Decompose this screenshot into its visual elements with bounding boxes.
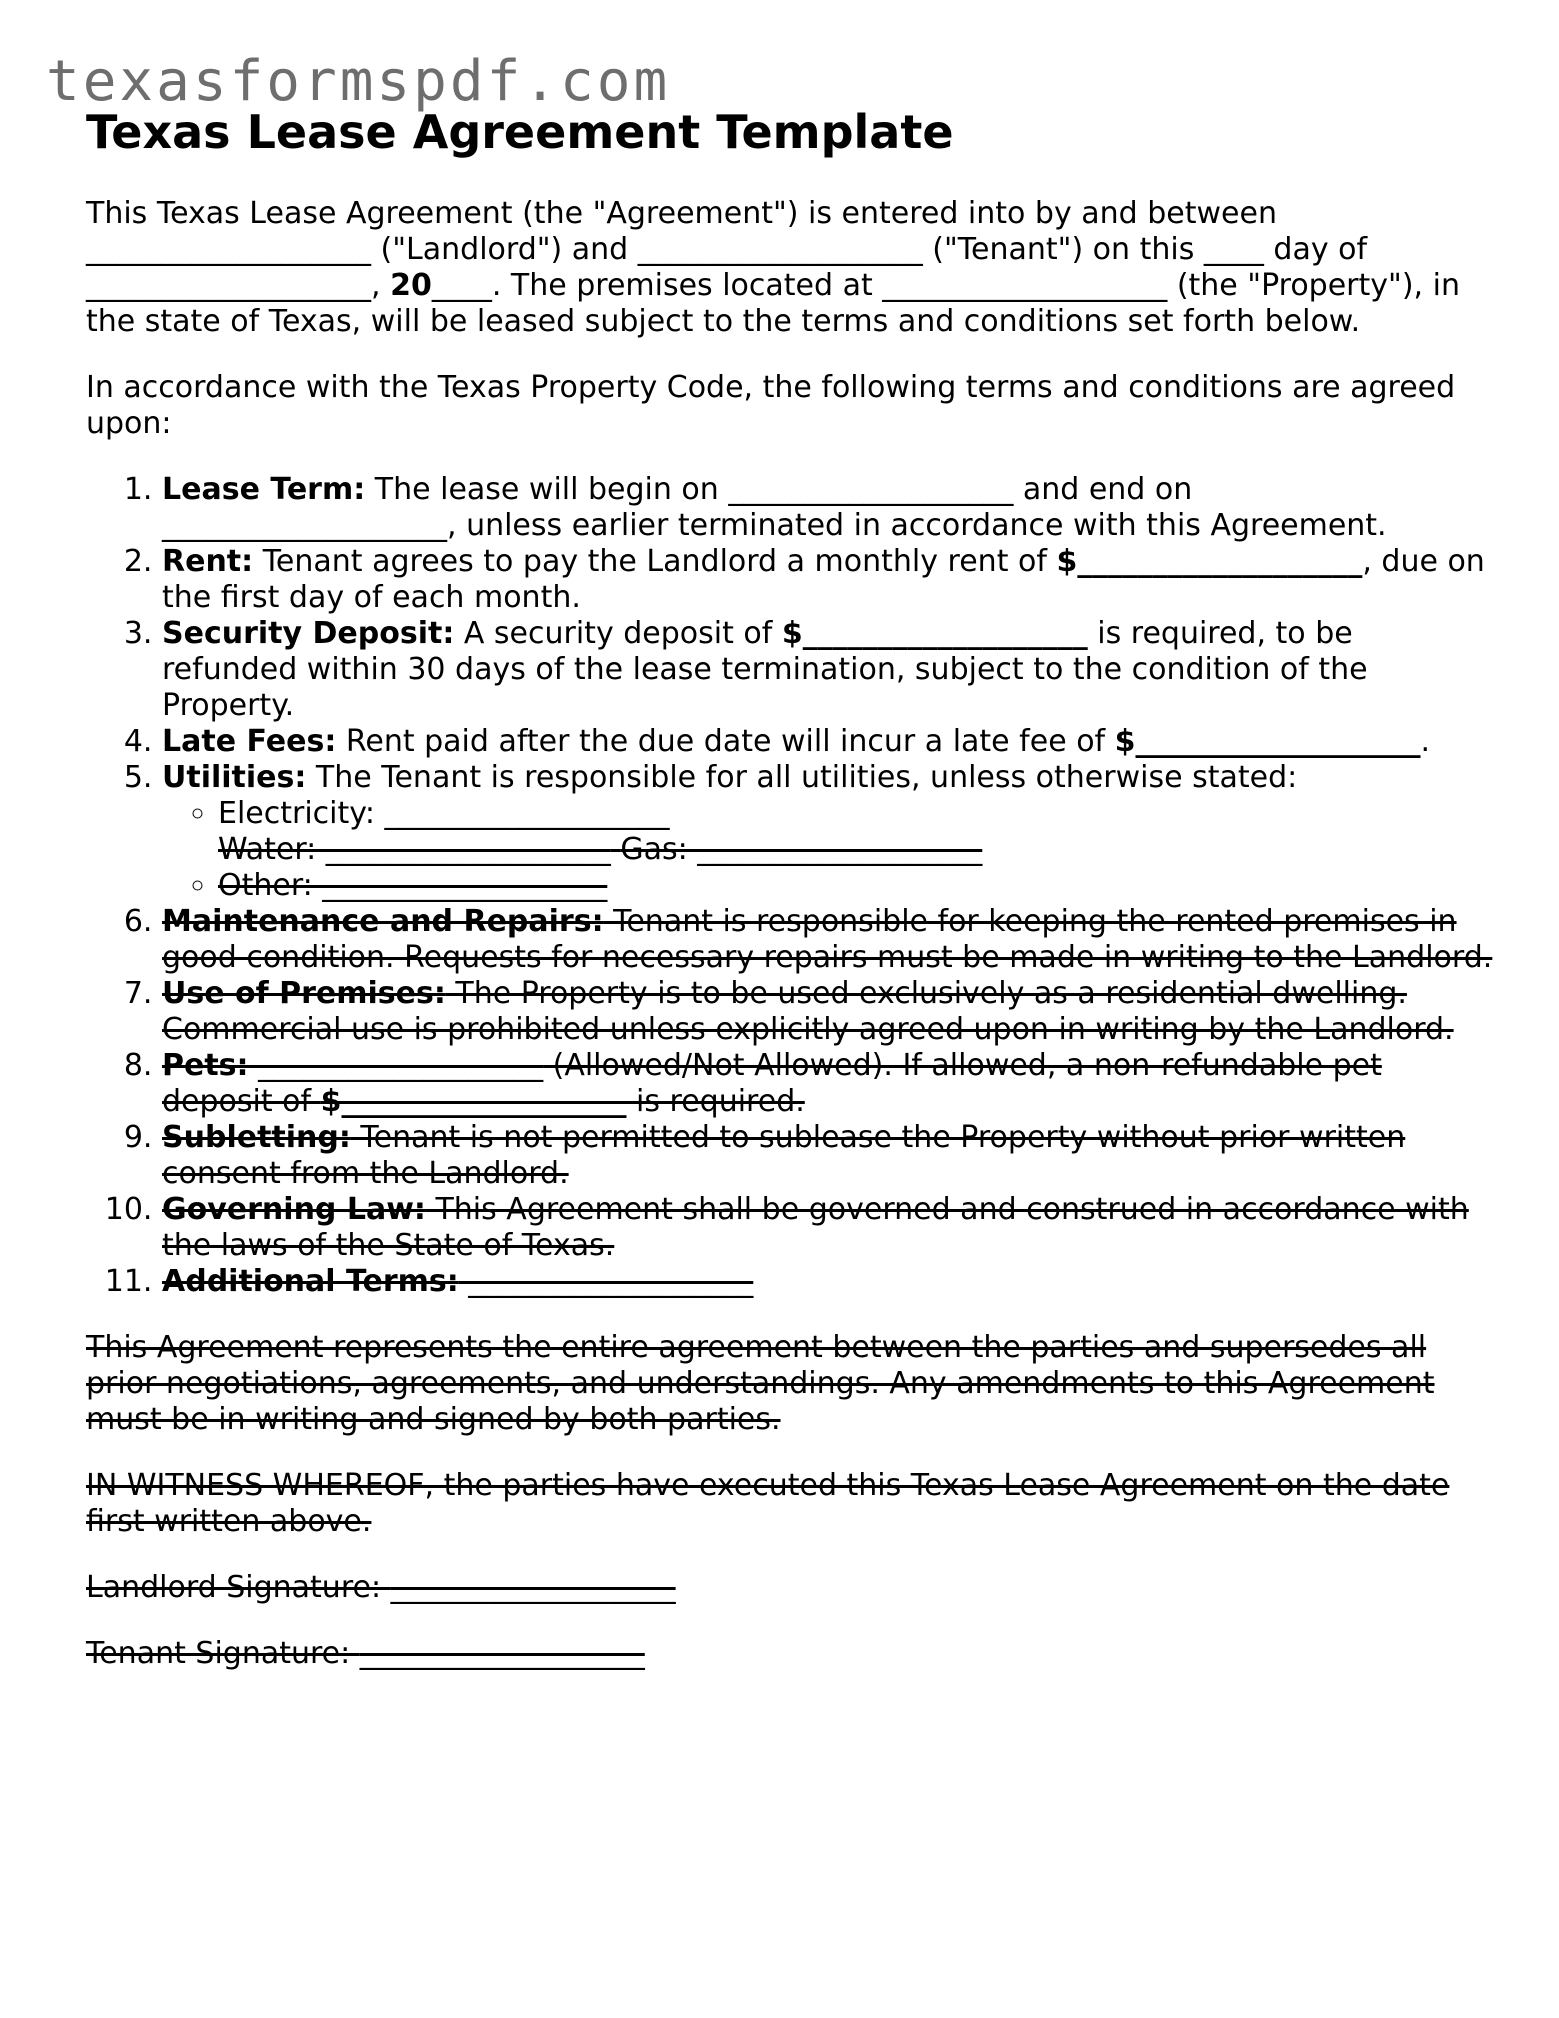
term-label: Maintenance and Repairs: [162, 904, 604, 939]
document-page [86, 104, 1496, 1702]
term-label: Late Fees: [162, 724, 337, 759]
lease-end-blank[interactable]: ___________________ [162, 508, 447, 543]
term-pets [162, 1048, 1496, 1120]
tenant-name-blank[interactable]: ___________________ [637, 232, 923, 267]
intro-text-7: (the "Property"), in the state of Texas, will be leased subject to the terms and conditions set forth below. [86, 268, 1460, 339]
term-text: Tenant agrees to pay the Landlord a monthly rent of [253, 544, 1057, 579]
term-text: . [1420, 724, 1431, 759]
additional-terms-blank[interactable]: ___________________ [458, 1264, 754, 1299]
year-prefix: 20 [390, 268, 432, 303]
witness-paragraph: IN WITNESS WHEREOF, the parties have executed this Texas Lease Agreement on the date first written above. [86, 1468, 1450, 1539]
intro-text-2: ("Landlord") and [371, 232, 638, 267]
landlord-signature-blank[interactable]: ___________________ [390, 1570, 676, 1605]
utility-water[interactable]: Water: ___________________ [218, 832, 611, 867]
term-label: Subletting: [162, 1120, 351, 1155]
deposit-amount-blank[interactable]: $___________________ [781, 616, 1088, 651]
intro-text-5: , [371, 268, 391, 303]
term-subletting [162, 1120, 1496, 1192]
intro-paragraph [86, 196, 1496, 340]
term-label: Use of Premises: [162, 976, 446, 1011]
term-text: Tenant is not permitted to sublease the Property without prior written consent from the Landlord. [162, 1120, 1406, 1191]
watermark-text: texasformspdf.com [46, 49, 671, 114]
month-blank[interactable]: ___________________ [86, 268, 371, 303]
term-text: is required. [626, 1084, 805, 1119]
term-text: The Tenant is responsible for all utilities, unless otherwise stated: [306, 760, 1298, 795]
utilities-list [162, 796, 1496, 904]
entire-agreement-paragraph: This Agreement represents the entire agreement between the parties and supersedes all prior negotiations, agreements, and understandings. Any amendments to this Agreement must be in writing and signed by both parties. [86, 1330, 1435, 1437]
term-text: The lease will begin on [365, 472, 729, 507]
pet-deposit-amount-blank[interactable]: $___________________ [320, 1084, 627, 1119]
intro-text-4: day of [1263, 232, 1368, 267]
late-fee-amount-blank[interactable]: $___________________ [1114, 724, 1421, 759]
day-blank[interactable]: ____ [1203, 232, 1264, 267]
term-rent [162, 544, 1496, 616]
utility-water-gas [218, 832, 1496, 868]
term-lease-term [162, 472, 1496, 544]
tenant-signature-blank[interactable]: ___________________ [359, 1636, 645, 1671]
term-maintenance [162, 904, 1496, 976]
premises-address-blank[interactable]: ___________________ [882, 268, 1168, 303]
landlord-signature-line [86, 1570, 1496, 1606]
utility-electricity[interactable]: ◦ Electricity: ___________________ [218, 796, 1496, 832]
tenant-signature-label: Tenant Signature: [86, 1636, 360, 1671]
term-additional-terms [162, 1264, 1496, 1300]
term-label: Pets: [162, 1048, 249, 1083]
term-label: Governing Law: [162, 1192, 426, 1227]
term-text: and end on [1013, 472, 1193, 507]
utility-gas[interactable]: Gas: ___________________ [620, 832, 983, 867]
term-label: Rent: [162, 544, 254, 579]
term-utilities [162, 760, 1496, 904]
term-text: Rent paid after the due date will incur a late fee of [336, 724, 1115, 759]
intro-text-1: This Texas Lease Agreement (the "Agreement") is entered into by and between [86, 196, 1277, 231]
term-governing-law [162, 1192, 1496, 1264]
term-text: This Agreement shall be governed and construed in accordance with the laws of the State of Texas. [162, 1192, 1469, 1263]
term-label: Utilities: [162, 760, 307, 795]
term-text: The Property is to be used exclusively as a residential dwelling. Commercial use is prohibited unless explicitly agreed upon in writing by the Landlord. [162, 976, 1454, 1047]
pets-allowed-blank[interactable]: ___________________ [248, 1048, 544, 1083]
document-title: Texas Lease Agreement Template [86, 105, 954, 159]
intro-text-6: . The premises located at [491, 268, 883, 303]
term-text: Tenant is responsible for keeping the rented premises in good condition. Requests for necessary repairs must be made in writing to the Landlord. [162, 904, 1493, 975]
term-text: , unless earlier terminated in accordance with this Agreement. [447, 508, 1387, 543]
term-text: , due on the first day of each month. [162, 544, 1485, 615]
landlord-name-blank[interactable]: ___________________ [86, 232, 371, 267]
term-late-fees [162, 724, 1496, 760]
lease-start-blank[interactable]: ___________________ [728, 472, 1014, 507]
term-use-of-premises [162, 976, 1496, 1048]
term-security-deposit [162, 616, 1496, 724]
intro-text-3: ("Tenant") on this [922, 232, 1204, 267]
term-label: Lease Term: [162, 472, 366, 507]
term-label: Additional Terms: [162, 1264, 459, 1299]
tenant-signature-line [86, 1636, 1496, 1672]
rent-amount-blank[interactable]: $___________________ [1056, 544, 1363, 579]
term-text: is required, to be refunded within 30 days of the lease termination, subject to the condition of the Property. [162, 616, 1368, 723]
term-text: A security deposit of [454, 616, 782, 651]
utility-other[interactable]: ◦ Other: ___________________ [218, 868, 1496, 904]
accordance-paragraph: In accordance with the Texas Property Code, the following terms and conditions are agreed upon: [86, 370, 1456, 441]
landlord-signature-label: Landlord Signature: [86, 1570, 391, 1605]
term-label: Security Deposit: [162, 616, 455, 651]
terms-list [86, 472, 1496, 1300]
year-blank[interactable]: ____ [431, 268, 492, 303]
term-text: (Allowed/Not Allowed). If allowed, a non-refundable pet deposit of [162, 1048, 1382, 1119]
